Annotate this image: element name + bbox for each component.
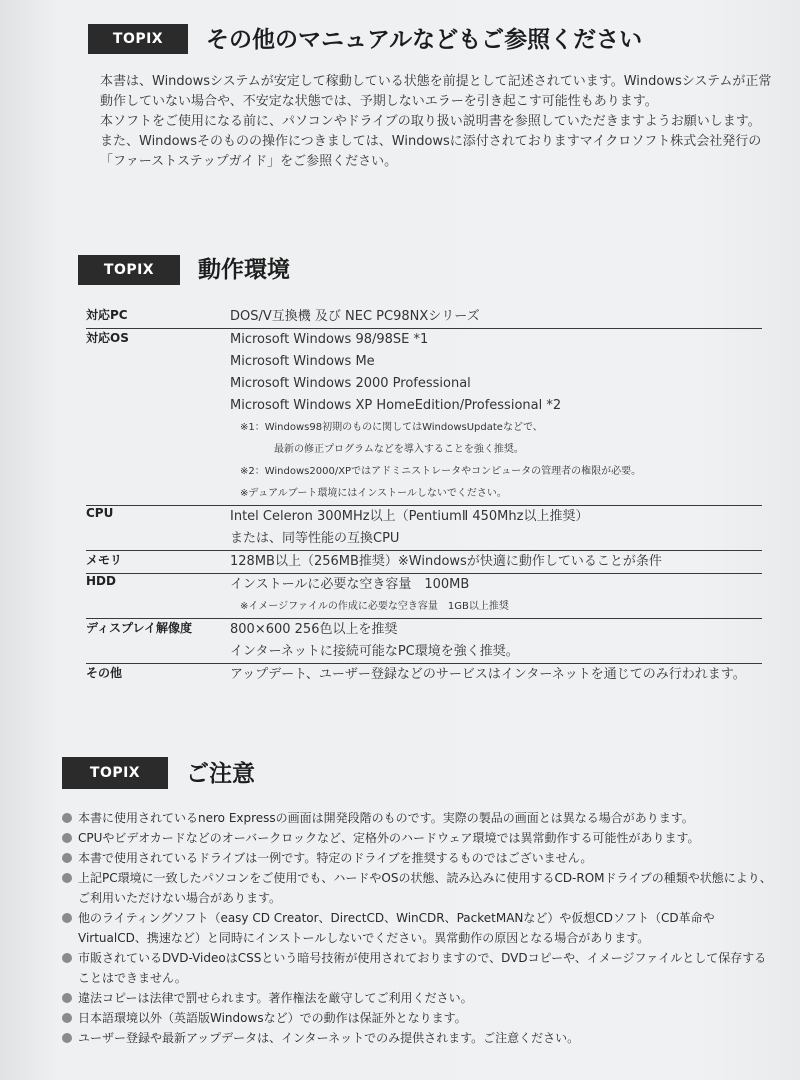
spec-label: ディスプレイ解像度	[86, 621, 192, 635]
caution-item	[62, 948, 772, 988]
bullet-icon	[62, 953, 72, 963]
caution-item	[62, 1028, 772, 1048]
spec-label: 対応PC	[86, 308, 128, 322]
spec-label: メモリ	[86, 553, 123, 567]
topix-badge-2: TOPIX	[78, 255, 180, 285]
spec-value: または、同等性能の互換CPU	[230, 531, 400, 546]
bullet-icon	[62, 853, 72, 863]
bullet-icon	[62, 1033, 72, 1043]
spec-values	[230, 329, 762, 505]
caution-text: 日本語環境以外（英語版Windowsなど）での動作は保証外となります。	[78, 1011, 467, 1025]
bullet-icon	[62, 993, 72, 1003]
spec-label: CPU	[86, 506, 114, 520]
caution-text: 違法コピーは法律で罰せられます。著作権法を厳守してご利用ください。	[78, 991, 473, 1005]
spec-values	[230, 619, 762, 663]
requirements-table	[86, 306, 762, 686]
spec-value: Microsoft Windows XP HomeEdition/Professional *2	[230, 398, 562, 413]
caution-text: 本書に使用されているnero Expressの画面は開発段階のものです。実際の製品の画面とは異なる場合があります。	[78, 811, 694, 825]
caution-text: 市販されているDVD-VideoはCSSという暗号技術が使用されておりますので、DVDコピーや、イメージファイルとして保存することはできません。	[78, 951, 767, 985]
topix-badge-3: TOPIX	[62, 757, 168, 789]
spec-value: Microsoft Windows Me	[230, 354, 375, 369]
intro-paragraph-1: 本書は、Windowsシステムが安定して稼動している状態を前提として記述されています。Windowsシステムが正常動作していない場合や、不安定な状態では、予期しないエラーを引き起こす可能性もあります。	[100, 74, 772, 109]
bullet-icon	[62, 913, 72, 923]
caution-item	[62, 848, 772, 868]
topix-badge-1: TOPIX	[88, 24, 188, 54]
spec-row-display	[86, 619, 762, 664]
caution-item	[62, 1008, 772, 1028]
bullet-icon	[62, 1013, 72, 1023]
spec-values	[230, 574, 762, 618]
intro-text	[100, 72, 772, 172]
spec-note: 最新の修正プログラムなどを導入することを強く推奨。	[274, 444, 524, 455]
spec-row-cpu	[86, 506, 762, 551]
spec-value: インストールに必要な空き容量 100MB	[230, 577, 470, 592]
spec-value: 800×600 256色以上を推奨	[230, 622, 398, 637]
caution-list	[62, 808, 772, 1048]
bullet-icon	[62, 833, 72, 843]
intro-paragraph-2: 本ソフトをご使用になる前に、パソコンやドライブの取り扱い説明書を参照していただきますようお願いします。また、Windowsそのものの操作につきましては、Windowsに添付されておりますマイクロソフト株式会社発行の「ファーストステップガイド」をご参照ください。	[100, 114, 762, 169]
spec-value: Microsoft Windows 2000 Professional	[230, 376, 471, 391]
spec-note: ※デュアルブート環境にはインストールしないでください。	[240, 488, 507, 499]
caution-item	[62, 808, 772, 828]
section-title-caution: ご注意	[186, 761, 255, 787]
spec-values	[230, 664, 762, 686]
spec-row-os	[86, 329, 762, 506]
section-title-other-manuals: その他のマニュアルなどもご参照ください	[206, 27, 643, 53]
spec-values	[230, 306, 762, 328]
bullet-icon	[62, 813, 72, 823]
caution-text: 他のライティングソフト（easy CD Creator、DirectCD、WinCDR、PacketMANなど）や仮想CDソフト（CD革命やVirtualCD、携速など）と同時にインストールしないでください。異常動作の原因となる場合があります。	[78, 911, 715, 945]
spec-value: インターネットに接続可能なPC環境を強く推奨。	[230, 644, 519, 659]
section-title-system-requirements: 動作環境	[198, 257, 290, 283]
spec-value: アップデート、ユーザー登録などのサービスはインターネットを通じてのみ行われます。	[230, 667, 746, 682]
spec-values	[230, 506, 762, 550]
bullet-icon	[62, 873, 72, 883]
caution-text: CPUやビデオカードなどのオーバークロックなど、定格外のハードウェア環境では異常動作する可能性があります。	[78, 831, 700, 845]
spec-value: 128MB以上（256MB推奨）※Windowsが快適に動作していることが条件	[230, 554, 662, 569]
spec-values	[230, 551, 762, 573]
caution-item	[62, 868, 772, 908]
spec-row-other	[86, 664, 762, 686]
caution-item	[62, 988, 772, 1008]
caution-text: 上記PC環境に一致したパソコンをご使用でも、ハードやOSの状態、読み込みに使用するCD-ROMドライブの種類や状態により、ご利用いただけない場合があります。	[78, 871, 772, 905]
spec-row-hdd	[86, 574, 762, 619]
spec-value: Intel Celeron 300MHz以上（PentiumⅡ 450Mhz以上推奨）	[230, 509, 589, 524]
caution-text: 本書で使用されているドライブは一例です。特定のドライブを推奨するものではございません。	[78, 851, 593, 865]
spec-value: Microsoft Windows 98/98SE *1	[230, 332, 429, 347]
caution-item	[62, 908, 772, 948]
spec-note: ※イメージファイルの作成に必要な空き容量 1GB以上推奨	[240, 601, 509, 612]
caution-item	[62, 828, 772, 848]
spec-value: DOS/V互換機 及び NEC PC98NXシリーズ	[230, 309, 480, 324]
spec-label: 対応OS	[86, 331, 129, 345]
spec-row-pc	[86, 306, 762, 329]
spec-label: その他	[86, 666, 123, 680]
caution-text: ユーザー登録や最新アップデータは、インターネットでのみ提供されます。ご注意ください。	[78, 1031, 580, 1045]
spec-label: HDD	[86, 574, 116, 588]
spec-row-memory	[86, 551, 762, 574]
spec-note: ※2：Windows2000/XPではアドミニストレータやコンピュータの管理者の権限が必要。	[240, 466, 642, 477]
spec-note: ※1：Windows98初期のものに関してはWindowsUpdateなどで、	[240, 422, 543, 433]
